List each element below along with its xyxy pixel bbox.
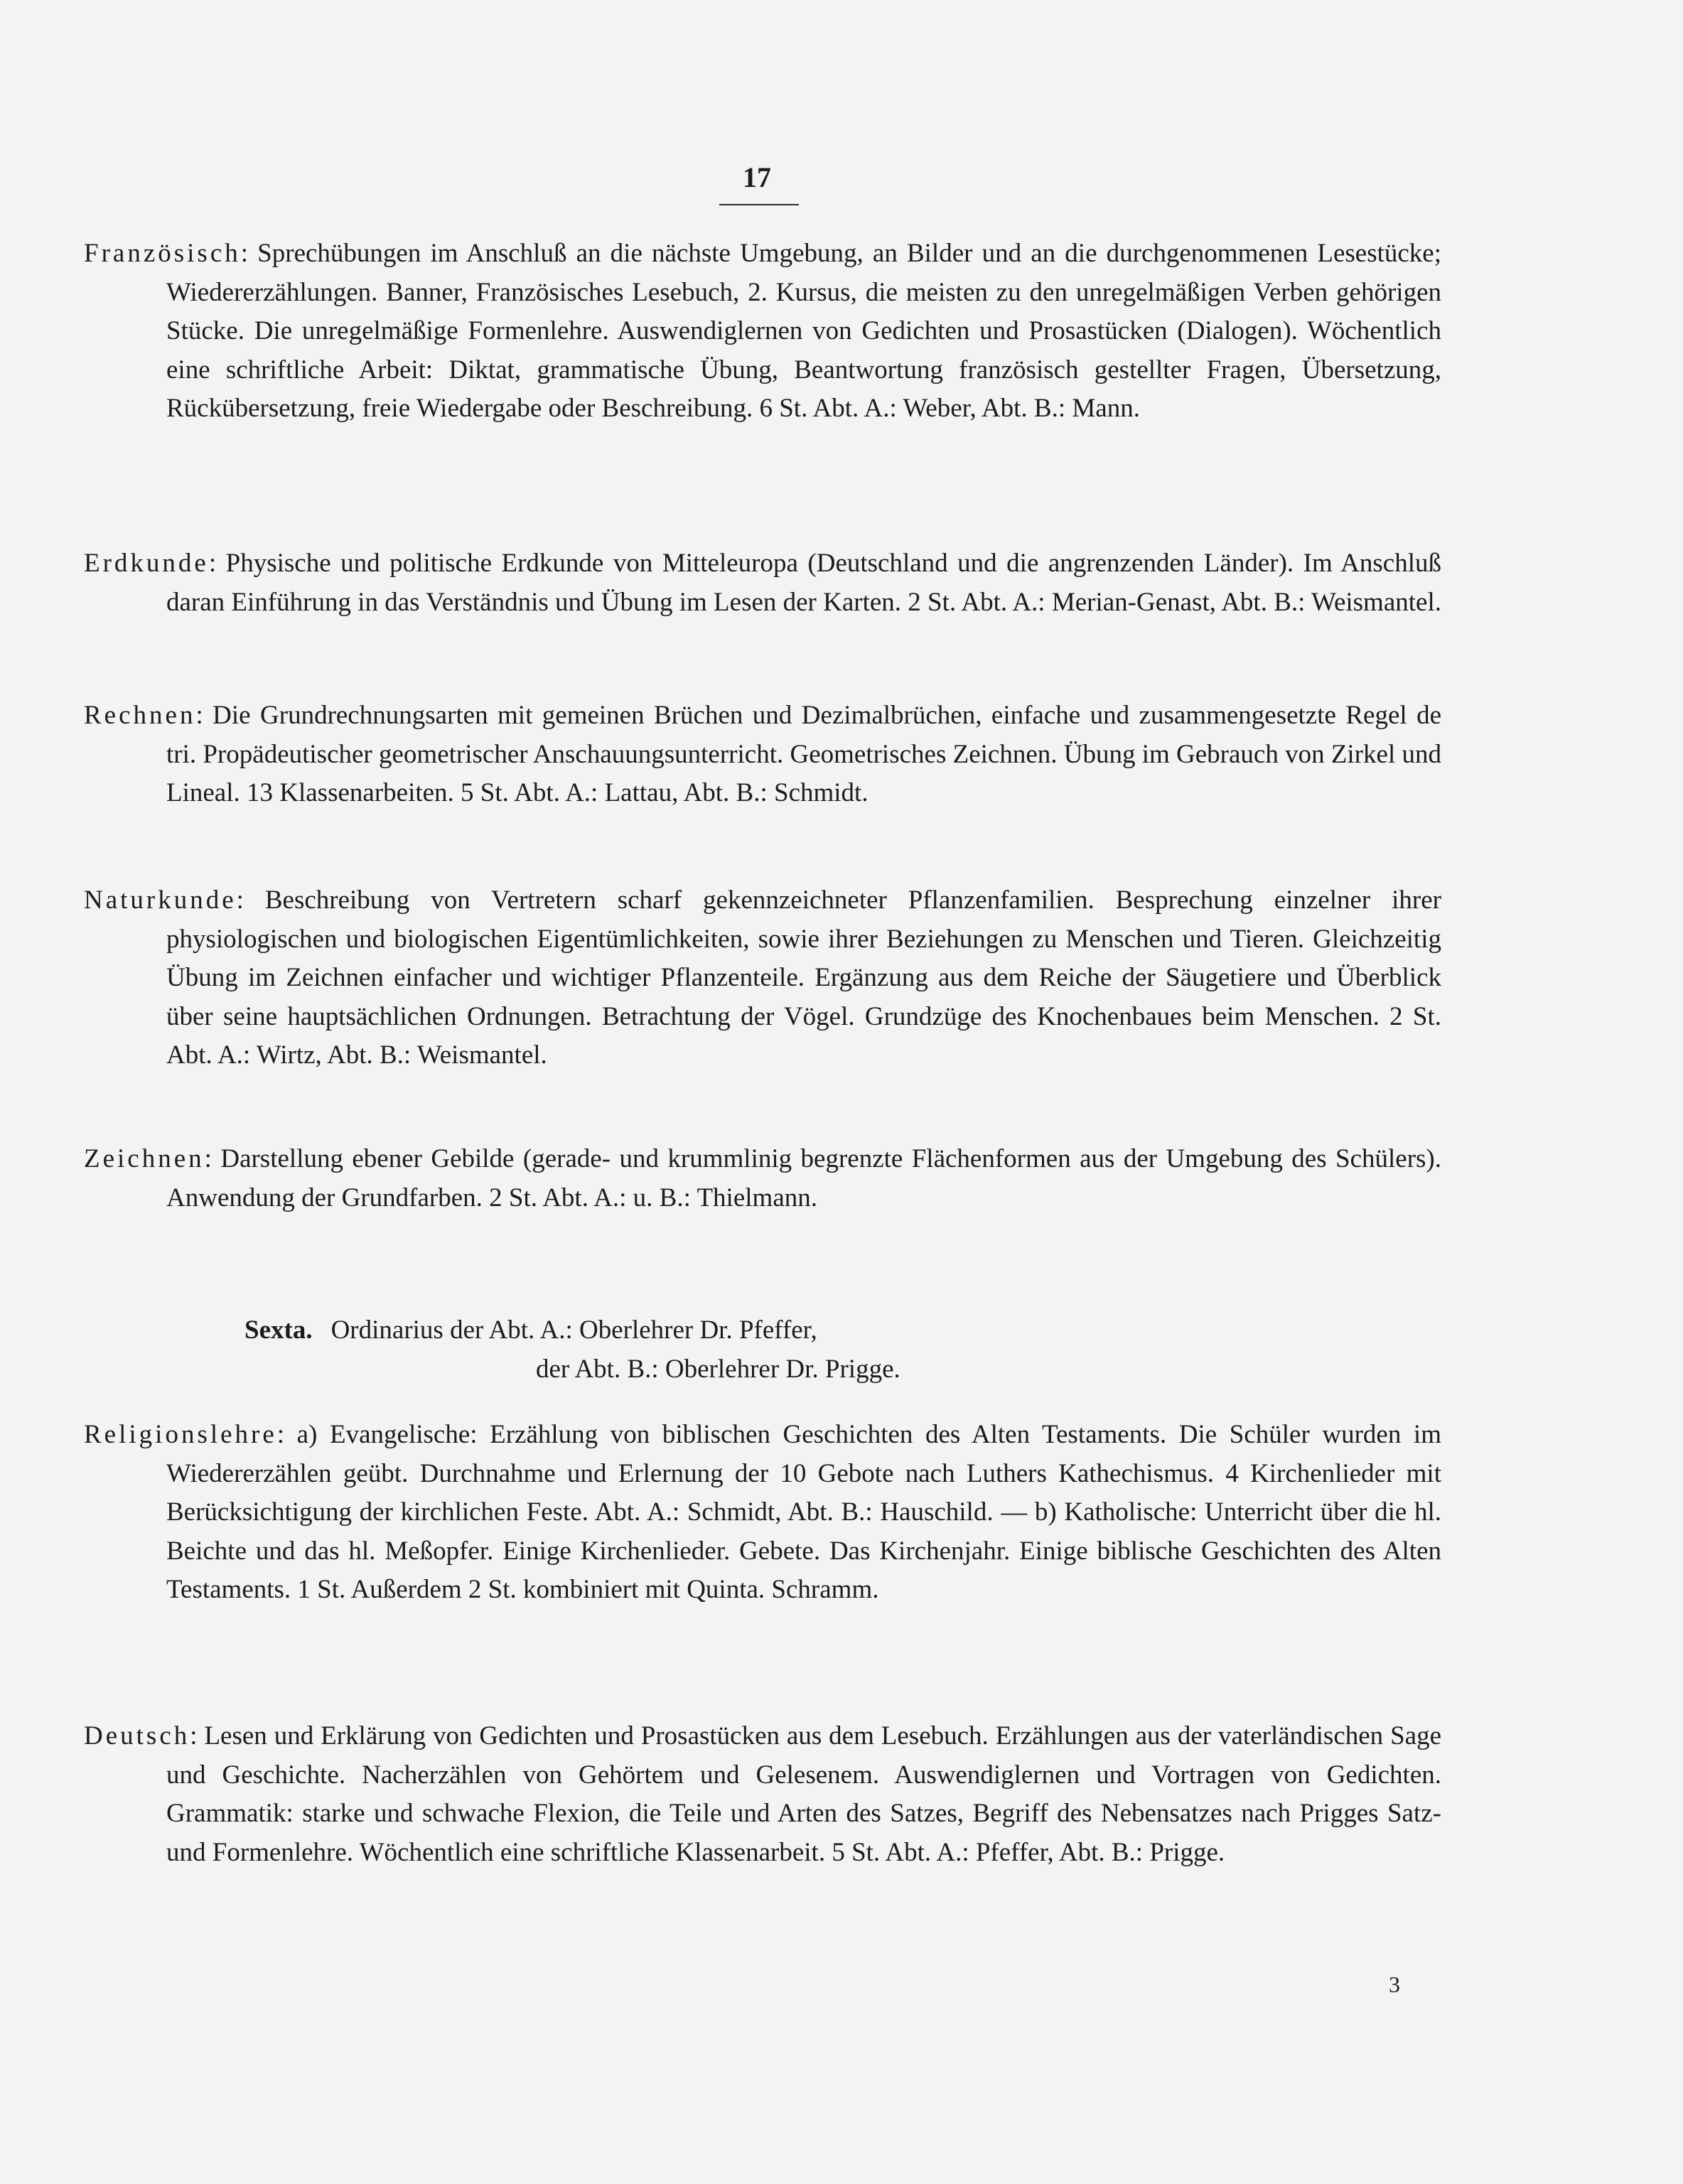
sexta-ordinarius-a: Ordinarius der Abt. A.: Oberlehrer Dr. Pfeffer,: [330, 1316, 817, 1345]
sexta-heading: [244, 1311, 817, 1350]
sexta-title: Sexta.: [244, 1316, 313, 1345]
section-heading: Französisch: [84, 239, 241, 268]
section-text: Die Grundrechnungsarten mit gemeinen Brüchen und Dezimalbrüchen, einfache und zusammengesetzte Regel de tri. Propädeutischer geometrischer Anschauungsunterricht. Geometrisches Zeichnen. Übung im Gebrauch von Zirkel und Lineal. 13 Klassenarbeiten. 5 St. Abt. A.: Lattau, Abt. B.: Schmidt.: [166, 701, 1442, 808]
section-text: Lesen und Erklärung von Gedichten und Prosastücken aus dem Lesebuch. Erzählungen aus der vaterländischen Sage und Geschichte. Nacherzählen von Gehörtem und Gelesenem. Auswendiglernen und Vortragen von Gedichten. Grammatik: starke und schwache Flexion, die Teile und Arten des Satzes, Begriff des Nebensatzes nach Prigges Satz- und Formenlehre. Wöchentlich eine schriftliche Klassenarbeit. 5 St. Abt. A.: Pfeffer, Abt. B.: Prigge.: [166, 1721, 1442, 1867]
section-text: Sprechübungen im Anschluß an die nächste Umgebung, an Bilder und an die durchgenommenen Lesestücke; Wiedererzählungen. Banner, Französisches Lesebuch, 2. Kursus, die meisten zu den unregelmäßigen Verben gehörigen Stücke. Die unregelmäßige Formenlehre. Auswendiglernen von Gedichten und Prosastücken (Dialogen). Wöchentlich eine schriftliche Arbeit: Diktat, grammatische Übung, Beantwortung französisch gestellter Fragen, Übersetzung, Rückübersetzung, freie Wiedergabe oder Beschreibung. 6 St. Abt. A.: Weber, Abt. B.: Mann.: [166, 239, 1441, 424]
sexta-ordinarius-b: der Abt. B.: Oberlehrer Dr. Prigge.: [536, 1355, 900, 1384]
section-text: Darstellung ebener Gebilde (gerade- und krummlinig begrenzte Flächenformen aus der Umgebung des Schülers). Anwendung der Grundfarben. 2 St. Abt. A.: u. B.: Thielmann.: [166, 1144, 1441, 1212]
section-heading: Religionslehre: [84, 1420, 277, 1449]
section-deutsch: Deutsch: Lesen und Erklärung von Gedichten und Prosastücken aus dem Lesebuch. Erzählungen aus der vaterländischen Sage und Geschichte. Nacherzählen von Gehörtem und Gelesenem. Auswendiglernen und Vortragen von Gedichten. Grammatik: starke und schwache Flexion, die Teile und Arten des Satzes, Begriff des Nebensatzes nach Prigges Satz- und Formenlehre. Wöchentlich eine schriftliche Klassenarbeit. 5 St. Abt. A.: Pfeffer, Abt. B.: Prigge.: [84, 1721, 1442, 1867]
section-heading: Deutsch: [84, 1721, 190, 1750]
section-naturkunde: Naturkunde: Beschreibung von Vertretern scharf gekennzeichneter Pflanzenfamilien. Besprechung einzelner ihrer physiologischen und biologischen Eigentümlichkeiten, sowie ihrer Beziehungen zu Menschen und Tieren. Gleichzeitig Übung im Zeichnen einfacher und wichtiger Pflanzenteile. Ergänzung aus dem Reiche der Säugetiere und Überblick über seine hauptsächlichen Ordnungen. Betrachtung der Vögel. Grundzüge des Knochenbaues beim Menschen. 2 St. Abt. A.: Wirtz, Abt. B.: Weismantel.: [84, 886, 1441, 1070]
section-heading: Naturkunde: [84, 886, 237, 915]
section-franzoesisch: Französisch: Sprechübungen im Anschluß an die nächste Umgebung, an Bilder und an die durchgenommenen Lesestücke; Wiedererzählungen. Banner, Französisches Lesebuch, 2. Kursus, die meisten zu den unregelmäßigen Verben gehörigen Stücke. Die unregelmäßige Formenlehre. Auswendiglernen von Gedichten und Prosastücken (Dialogen). Wöchentlich eine schriftliche Arbeit: Diktat, grammatische Übung, Beantwortung französisch gestellter Fragen, Übersetzung, Rückübersetzung, freie Wiedergabe oder Beschreibung. 6 St. Abt. A.: Weber, Abt. B.: Mann.: [84, 239, 1441, 424]
section-text: Beschreibung von Vertretern scharf gekennzeichneter Pflanzenfamilien. Besprechung einzelner ihrer physiologischen und biologischen Eigentümlichkeiten, sowie ihrer Beziehungen zu Menschen und Tieren. Gleichzeitig Übung im Zeichnen einfacher und wichtiger Pflanzenteile. Ergänzung aus dem Reiche der Säugetiere und Überblick über seine hauptsächlichen Ordnungen. Betrachtung der Vögel. Grundzüge des Knochenbaues beim Menschen. 2 St. Abt. A.: Wirtz, Abt. B.: Weismantel.: [166, 886, 1441, 1070]
page-number-rule: [719, 204, 799, 205]
section-zeichnen: Zeichnen: Darstellung ebener Gebilde (gerade- und krummlinig begrenzte Flächenformen aus der Umgebung des Schülers). Anwendung der Grundfarben. 2 St. Abt. A.: u. B.: Thielmann.: [84, 1144, 1441, 1212]
section-heading: Erdkunde: [84, 549, 209, 578]
section-text: a) Evangelische: Erzählung von biblischen Geschichten des Alten Testaments. Die Schüler wurden im Wiedererzählen geübt. Durchnahme und Erlernung der 10 Gebote nach Luthers Kathechismus. 4 Kirchenlieder mit Berücksichtigung der kirchlichen Feste. Abt. A.: Schmidt, Abt. B.: Hauschild. — b) Katholische: Unterricht über die hl. Beichte und das hl. Meßopfer. Einige Kirchenlieder. Gebete. Das Kirchenjahr. Einige biblische Geschichten des Alten Testaments. 1 St. Außerdem 2 St. kombiniert mit Quinta. Schramm.: [166, 1420, 1441, 1605]
section-rechnen: Rechnen: Die Grundrechnungsarten mit gemeinen Brüchen und Dezimalbrüchen, einfache und zusammengesetzte Regel de tri. Propädeutischer geometrischer Anschauungsunterricht. Geometrisches Zeichnen. Übung im Gebrauch von Zirkel und Lineal. 13 Klassenarbeiten. 5 St. Abt. A.: Lattau, Abt. B.: Schmidt.: [84, 701, 1442, 808]
section-heading: Rechnen: [84, 701, 196, 730]
section-erdkunde: Erdkunde: Physische und politische Erdkunde von Mitteleuropa (Deutschland und die angrenzenden Länder). Im Anschluß daran Einführung in das Verständnis und Übung im Lesen der Karten. 2 St. Abt. A.: Merian-Genast, Abt. B.: Weismantel.: [84, 549, 1442, 617]
section-religionslehre: Religionslehre: a) Evangelische: Erzählung von biblischen Geschichten des Alten Testaments. Die Schüler wurden im Wiedererzählen geübt. Durchnahme und Erlernung der 10 Gebote nach Luthers Kathechismus. 4 Kirchenlieder mit Berücksichtigung der kirchlichen Feste. Abt. A.: Schmidt, Abt. B.: Hauschild. — b) Katholische: Unterricht über die hl. Beichte und das hl. Meßopfer. Einige Kirchenlieder. Gebete. Das Kirchenjahr. Einige biblische Geschichten des Alten Testaments. 1 St. Außerdem 2 St. kombiniert mit Quinta. Schramm.: [84, 1420, 1441, 1605]
sheet-number: 3: [1389, 1971, 1400, 1997]
section-text: Physische und politische Erdkunde von Mitteleuropa (Deutschland und die angrenzenden Länder). Im Anschluß daran Einführung in das Verständnis und Übung im Lesen der Karten. 2 St. Abt. A.: Merian-Genast, Abt. B.: Weismantel.: [166, 549, 1442, 617]
section-heading: Zeichnen: [84, 1144, 205, 1173]
page-number: 17: [743, 161, 771, 193]
